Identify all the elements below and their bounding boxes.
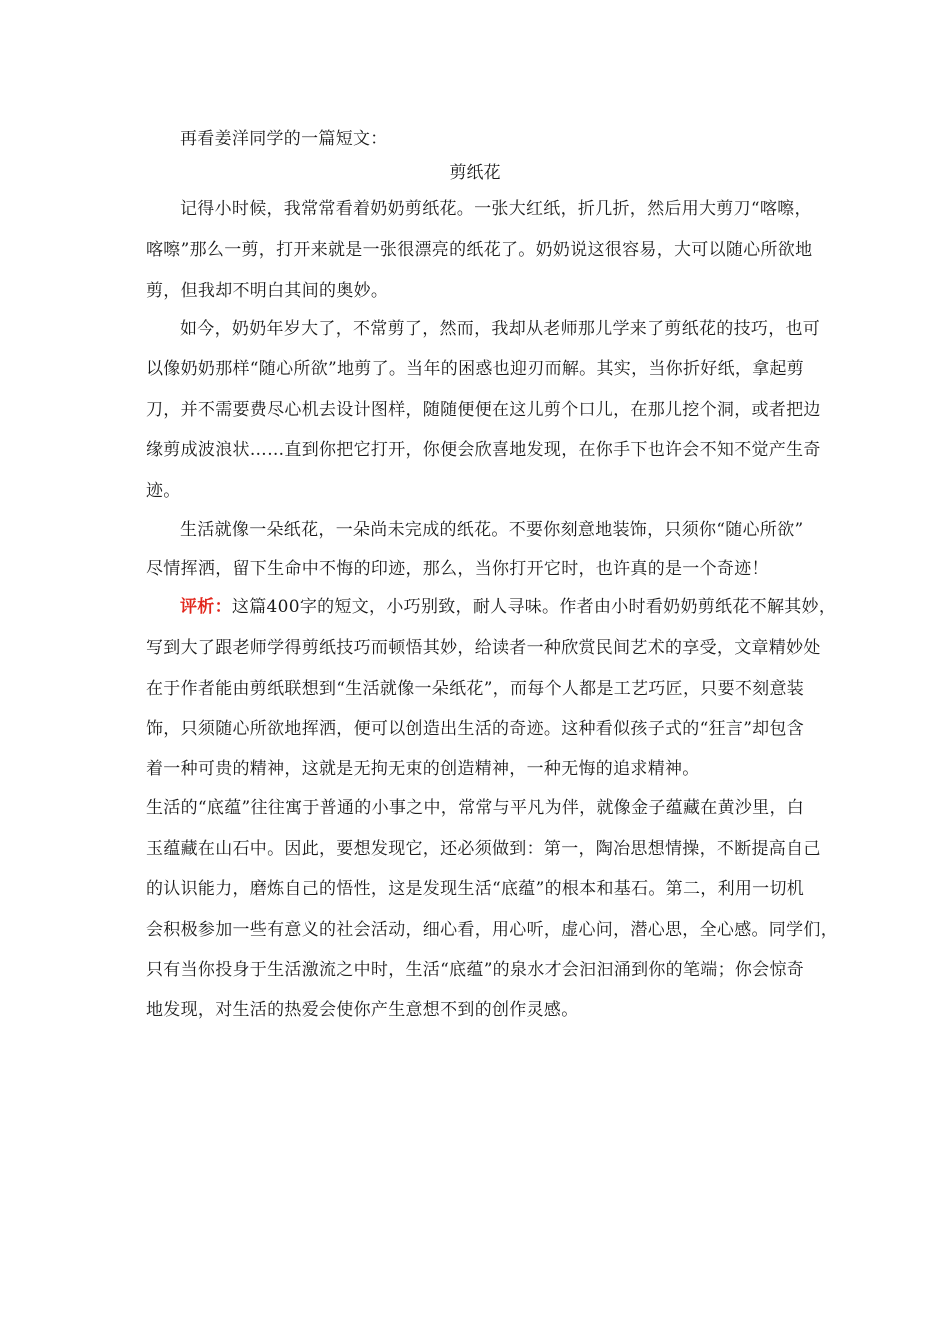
- essay-line: 迹。: [146, 481, 181, 501]
- commentary-line: 饰，只须随心所欲地挥洒，便可以创造出生活的奇迹。这种看似孩子式的“狂言”却包含: [146, 719, 805, 739]
- essay-line: 如今，奶奶年岁大了，不常剪了，然而，我却从老师那儿学来了剪纸花的技巧，也可: [180, 319, 821, 339]
- essay-line: 缘剪成波浪状……直到你把它打开，你便会欣喜地发现，在你手下也许会不知不觉产生奇: [146, 440, 821, 460]
- commentary-text: 这篇400字的短文，小巧别致，耐人寻味。作者由小时看奶奶剪纸花不解其妙，: [231, 597, 837, 617]
- essay-line: 刀，并不需要费尽心机去设计图样，随随便便在这儿剪个口儿，在那儿挖个洞，或者把边: [146, 400, 821, 420]
- closing-line: 玉蕴藏在山石中。因此，要想发现它，还必须做到：第一，陶冶思想情操，不断提高自己: [146, 839, 821, 859]
- closing-line: 会积极参加一些有意义的社会活动，细心看，用心听，虚心问，潜心思，全心感。同学们，: [146, 920, 838, 940]
- closing-line: 只有当你投身于生活激流之中时，生活“底蕴”的泉水才会汩汩涌到你的笔端；你会惊奇: [146, 960, 805, 980]
- commentary-line: 在于作者能由剪纸联想到“生活就像一朵纸花”，而每个人都是工艺巧匠，只要不刻意装: [146, 679, 805, 699]
- essay-line: 喀嚓”那么一剪，打开来就是一张很漂亮的纸花了。奶奶说这很容易，大可以随心所欲地: [146, 240, 813, 260]
- intro-line: 再看姜洋同学的一篇短文：: [180, 129, 388, 149]
- commentary-line: 着一种可贵的精神，这就是无拘无束的创造精神，一种无悔的追求精神。: [146, 759, 700, 779]
- commentary-line: 写到大了跟老师学得剪纸技巧而顿悟其妙，给读者一种欣赏民间艺术的享受，文章精妙处: [146, 638, 821, 658]
- essay-line: 记得小时候，我常常看着奶奶剪纸花。一张大红纸，折几折，然后用大剪刀“喀嚓，: [180, 199, 812, 219]
- closing-line: 地发现，对生活的热爱会使你产生意想不到的创作灵感。: [146, 1000, 579, 1020]
- essay-line: 剪，但我却不明白其间的奥妙。: [146, 281, 389, 301]
- essay-title: 剪纸花: [449, 163, 501, 183]
- closing-line: 的认识能力，磨炼自己的悟性，这是发现生活“底蕴”的根本和基石。第二，利用一切机: [146, 879, 805, 899]
- essay-line: 以像奶奶那样“随心所欲”地剪了。当年的困惑也迎刃而解。其实，当你折好纸，拿起剪: [146, 359, 805, 379]
- commentary-label: 评析：: [180, 597, 232, 617]
- essay-line: 生活就像一朵纸花，一朵尚未完成的纸花。不要你刻意地装饰，只须你“随心所欲”: [180, 520, 804, 540]
- essay-line: 尽情挥洒，留下生命中不悔的印迹，那么，当你打开它时，也许真的是一个奇迹！: [146, 559, 769, 579]
- closing-line: 生活的“底蕴”往往寓于普通的小事之中，常常与平凡为伴，就像金子蕴藏在黄沙里，白: [146, 798, 805, 818]
- commentary-first-line: [180, 596, 836, 618]
